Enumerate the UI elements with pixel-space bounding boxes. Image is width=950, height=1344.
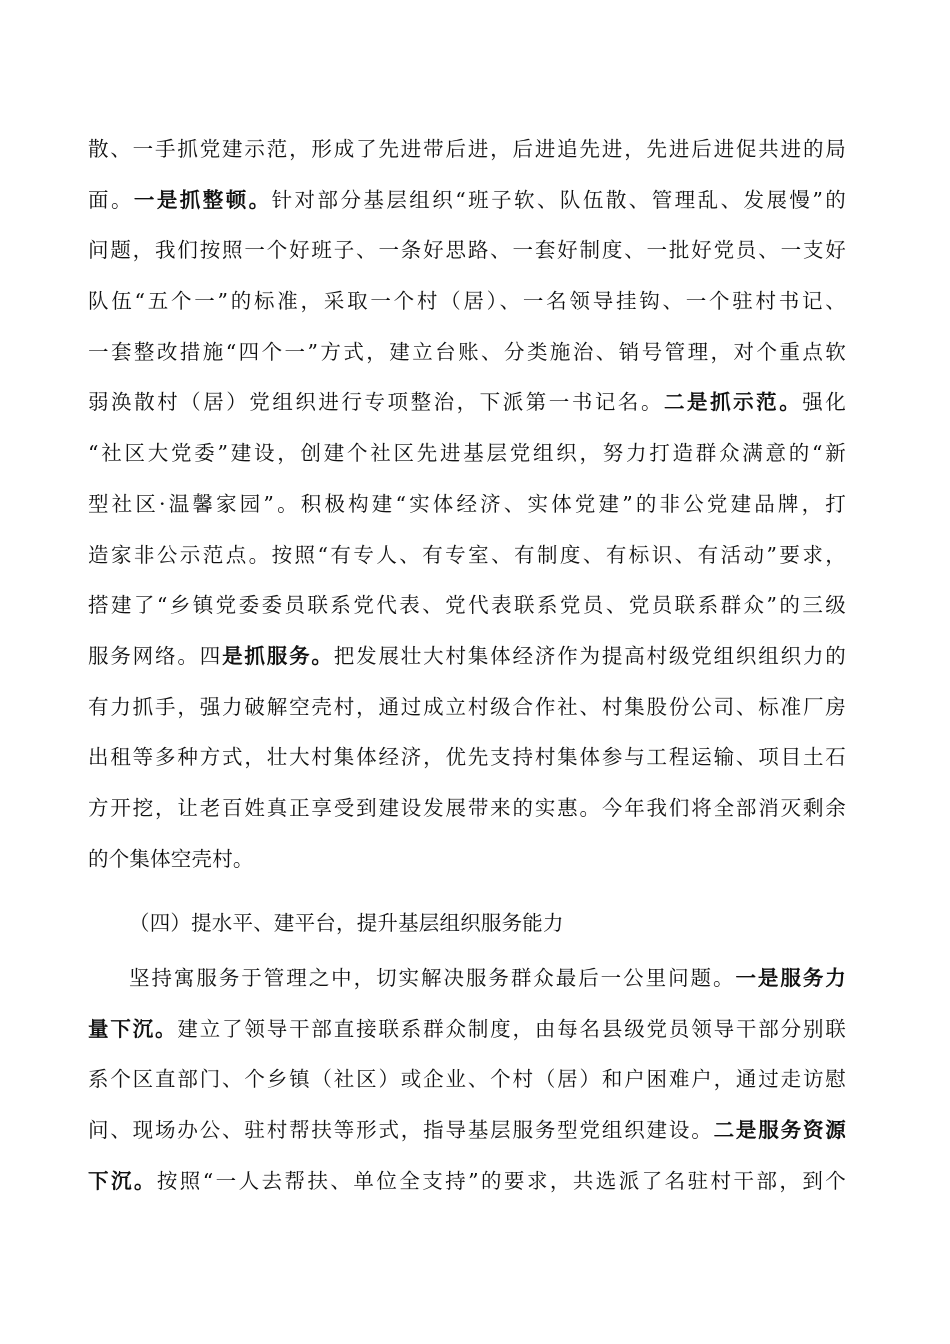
body-paragraph-1 xyxy=(88,124,846,884)
text-line xyxy=(88,124,846,175)
text-run: 针对部分基层组织“班子软、队伍散、管理乱、发展慢”的 xyxy=(271,187,846,212)
text-run: 队伍“五个一”的标准，采取一个村（居）、一名领导挂钩、一个驻村书记、 xyxy=(88,289,846,314)
text-line xyxy=(88,175,846,226)
bold-lead-phrase: 是抓服务。 xyxy=(222,643,334,668)
text-line xyxy=(88,834,846,885)
text-line xyxy=(88,428,846,479)
text-run: 问题，我们按照一个好班子、一条好思路、一套好制度、一批好党员、一支好 xyxy=(88,238,846,263)
section-heading-4: （四）提水平、建平台，提升基层组织服务能力 xyxy=(129,911,564,936)
bold-lead-phrase: 一是服务力 xyxy=(735,966,846,990)
text-run: 面。 xyxy=(88,187,134,212)
text-line xyxy=(88,1054,846,1105)
text-run: 出租等多种方式，壮大村集体经济，优先支持村集体参与工程运输、项目土石 xyxy=(88,745,846,770)
text-run: 的个集体空壳村。 xyxy=(88,846,254,871)
text-line xyxy=(88,276,846,327)
text-run: 强化 xyxy=(802,390,847,415)
text-run: 型社区·温馨家园”。积极构建“实体经济、实体党建”的非公党建品牌，打 xyxy=(88,491,846,516)
text-run: 服务网络。四 xyxy=(88,643,223,668)
bold-lead-phrase: 下沉。 xyxy=(88,1168,157,1193)
text-line xyxy=(88,580,846,631)
text-run: 问、现场办公、驻村帮扶等形式，指导基层服务型党组织建设。 xyxy=(88,1118,714,1143)
text-line xyxy=(88,1156,846,1207)
document-body xyxy=(88,124,846,1206)
text-run: 系个区直部门、个乡镇（社区）或企业、个村（居）和户困难户，通过走访慰 xyxy=(88,1067,846,1092)
text-run: 按照“一人去帮扶、单位全支持”的要求，共选派了名驻村干部，到个 xyxy=(156,1168,846,1193)
bold-lead-phrase: 二是服务资源 xyxy=(713,1118,846,1143)
text-run: 方开挖，让老百姓真正享受到建设发展带来的实惠。今年我们将全部消灭剩余 xyxy=(88,795,846,820)
text-line xyxy=(88,732,846,783)
bold-lead-phrase: 一是抓整顿。 xyxy=(133,187,272,212)
text-line xyxy=(88,631,846,682)
text-line xyxy=(88,530,846,581)
text-run: 有力抓手，强力破解空壳村，通过成立村级合作社、村集股份公司、标准厂房 xyxy=(88,694,846,719)
paragraph-spacer xyxy=(88,884,846,898)
text-line xyxy=(88,327,846,378)
bold-lead-phrase: 量下沉。 xyxy=(88,1016,178,1041)
text-line xyxy=(88,225,846,276)
text-run: 弱涣散村（居）党组织进行专项整治，下派第一书记名。 xyxy=(88,390,665,415)
text-run: 坚持寓服务于管理之中，切实解决服务群众最后一公里问题。 xyxy=(129,966,736,990)
text-run: 一套整改措施“四个一”方式，建立台账、分类施治、销号管理，对个重点软 xyxy=(88,339,846,364)
text-line xyxy=(88,479,846,530)
text-run: 搭建了“乡镇党委委员联系党代表、党代表联系党员、党员联系群众”的三级 xyxy=(88,593,846,618)
text-run: 建立了领导干部直接联系群众制度，由每名县级党员领导干部分别联 xyxy=(177,1016,846,1041)
text-line xyxy=(88,953,846,1004)
text-line xyxy=(88,1004,846,1055)
text-line xyxy=(88,682,846,733)
text-run: “社区大党委”建设，创建个社区先进基层党组织，努力打造群众满意的“新 xyxy=(88,441,846,466)
text-line xyxy=(88,1105,846,1156)
bold-lead-phrase: 二是抓示范。 xyxy=(664,390,803,415)
text-run: 散、一手抓党建示范，形成了先进带后进，后进追先进，先进后进促共进的局 xyxy=(88,137,846,161)
text-line xyxy=(88,783,846,834)
text-run: 把发展壮大村集体经济作为提高村级党组织组织力的 xyxy=(333,643,847,668)
text-run: 造家非公示范点。按照“有专人、有专室、有制度、有标识、有活动”要求， xyxy=(88,542,846,567)
body-paragraph-2 xyxy=(88,953,846,1206)
text-line xyxy=(88,377,846,428)
